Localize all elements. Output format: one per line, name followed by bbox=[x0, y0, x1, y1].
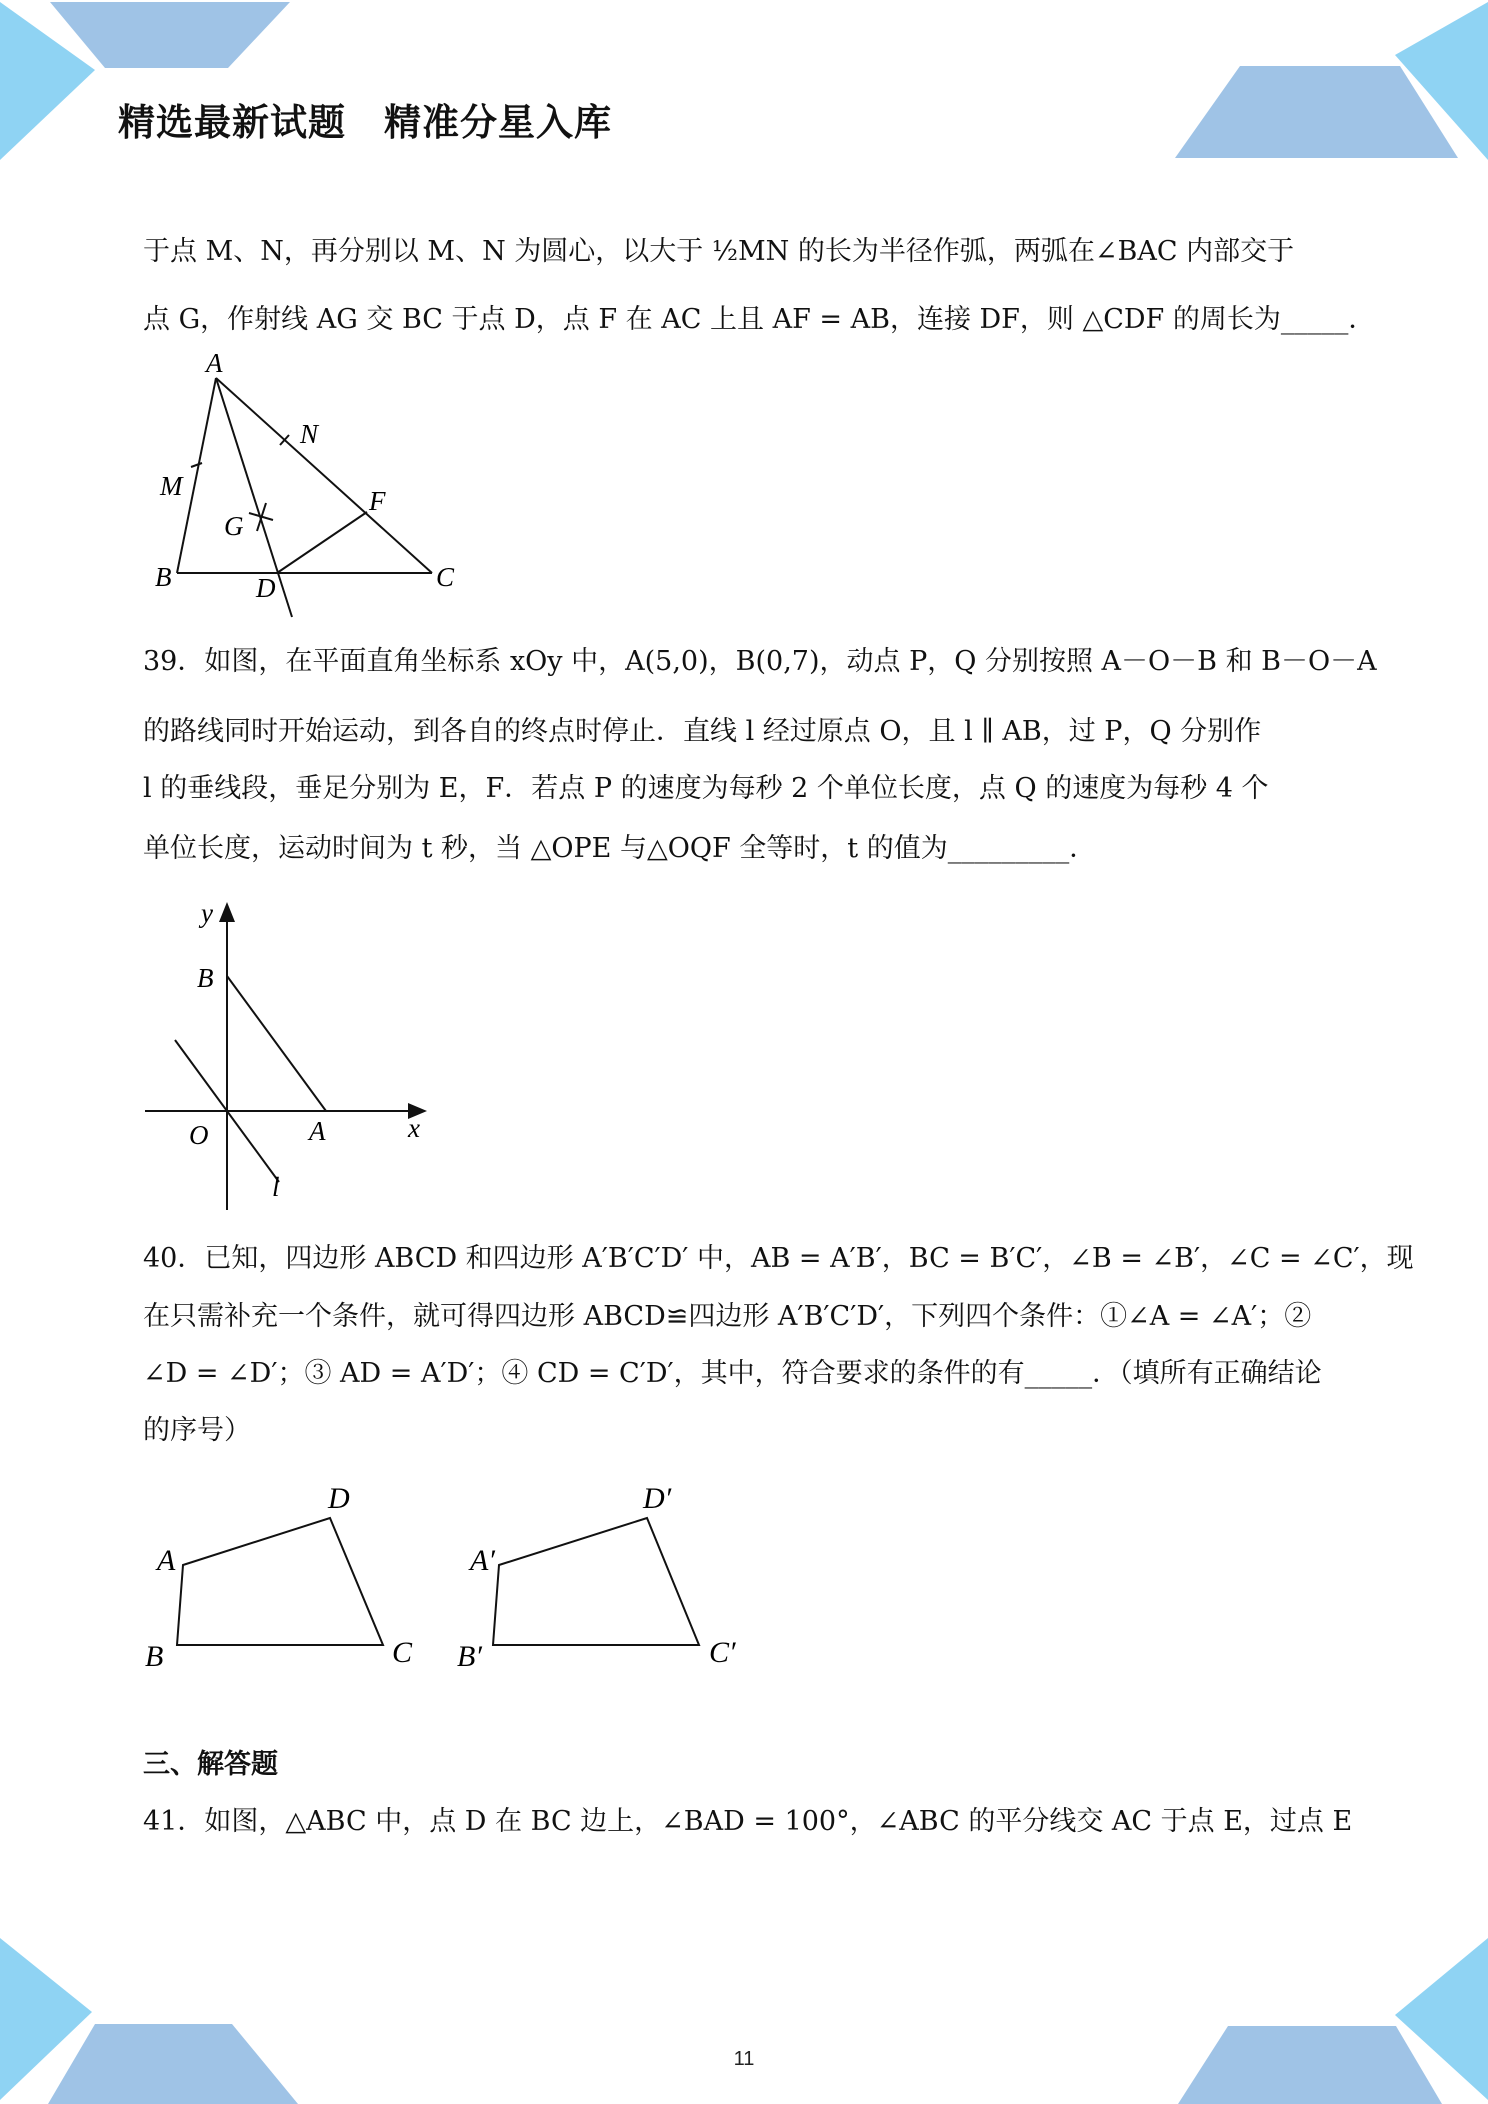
q38-line-2: 点 G，作射线 AG 交 BC 于点 D，点 F 在 AC 上且 AF = AB，连接 DF，则 △CDF 的周长为_____． bbox=[143, 304, 1376, 335]
q40-line-2: 在只需补充一个条件，就可得四边形 ABCD≌四边形 A′B′C′D′，下列四个条件：①∠A = ∠A′；② bbox=[143, 1301, 1312, 1332]
page-number: 11 bbox=[733, 2048, 755, 2070]
header-title: 精选最新试题 精准分星入库 bbox=[118, 101, 612, 144]
label-A: A bbox=[309, 1116, 326, 1146]
q39-line-3: l 的垂线段，垂足分别为 E，F．若点 P 的速度为每秒 2 个单位长度，点 Q 的速度为每秒 4 个 bbox=[143, 773, 1269, 804]
label-B: B bbox=[155, 562, 172, 592]
label-C: C bbox=[436, 562, 455, 592]
label-D: D bbox=[328, 1482, 350, 1515]
label-G: G bbox=[224, 511, 244, 541]
section-heading: 三、解答题 bbox=[143, 1749, 278, 1780]
label-l: l bbox=[272, 1172, 280, 1202]
q38-line-1: 于点 M、N，再分别以 M、N 为圆心，以大于 ½MN 的长为半径作弧，两弧在∠BAC 内部交于 bbox=[143, 236, 1295, 267]
axis-label-y: y bbox=[201, 898, 213, 928]
q40-line-4: 的序号） bbox=[143, 1415, 251, 1446]
label-F: F bbox=[369, 486, 386, 516]
label-O: O bbox=[189, 1120, 209, 1150]
label-C: C bbox=[392, 1636, 413, 1669]
q39-line-1: 39．如图，在平面直角坐标系 xOy 中，A(5,0)，B(0,7)，动点 P，Q 分别按照 A－O－B 和 B－O－A bbox=[143, 646, 1377, 677]
corner-decoration-bottom bbox=[0, 1930, 1488, 2104]
label-D: D bbox=[256, 573, 276, 603]
label-A: A bbox=[157, 1544, 176, 1577]
q40-line-1: 40．已知，四边形 ABCD 和四边形 A′B′C′D′ 中，AB = A′B′，BC = B′C′，∠B = ∠B′，∠C = ∠C′，现 bbox=[143, 1243, 1414, 1274]
label-D-prime: D′ bbox=[643, 1482, 672, 1515]
q41-line-1: 41．如图，△ABC 中，点 D 在 BC 边上，∠BAD = 100°，∠ABC 的平分线交 AC 于点 E，过点 E bbox=[143, 1806, 1353, 1837]
label-B: B bbox=[197, 963, 214, 993]
q39-coordinate-figure bbox=[135, 890, 435, 1220]
label-C-prime: C′ bbox=[709, 1636, 736, 1669]
axis-label-x: x bbox=[408, 1113, 420, 1143]
label-B: B bbox=[145, 1640, 164, 1673]
q39-line-2: 的路线同时开始运动，到各自的终点时停止．直线 l 经过原点 O，且 l ∥ AB，过 P，Q 分别作 bbox=[143, 716, 1262, 747]
q39-line-4: 单位长度，运动时间为 t 秒，当 △OPE 与△OQF 全等时，t 的值为_________． bbox=[143, 833, 1097, 864]
q40-line-3: ∠D = ∠D′；③ AD = A′D′；④ CD = C′D′，其中，符合要求的条件的有_____．（填所有正确结论 bbox=[143, 1358, 1322, 1389]
q38-triangle-figure bbox=[140, 350, 470, 625]
label-B-prime: B′ bbox=[457, 1640, 482, 1673]
q40-quadrilaterals-figure bbox=[135, 1470, 765, 1680]
label-M: M bbox=[160, 471, 183, 501]
label-A-prime: A′ bbox=[470, 1544, 495, 1577]
label-A: A bbox=[206, 350, 223, 378]
label-N: N bbox=[300, 419, 319, 449]
